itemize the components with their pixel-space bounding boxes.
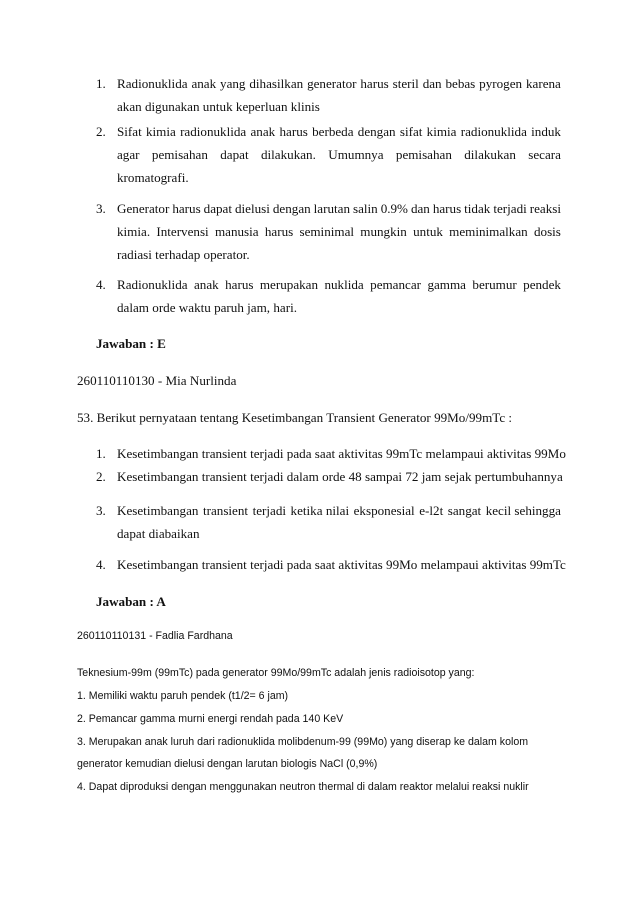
list-number: 1.: [96, 76, 106, 91]
list-item-text: [117, 124, 561, 140]
list-number: 3.: [96, 503, 106, 518]
word: dielusi: [234, 201, 270, 216]
word: pemancar: [370, 277, 422, 292]
word: dengan: [272, 201, 311, 216]
list-number: 4.: [96, 277, 106, 292]
list-item-text: Kesetimbangan transient terjadi dalam orde 48 sampai 72 jam sejak pertumbuhannya: [117, 469, 563, 484]
word: generator: [307, 76, 357, 91]
word: berumur: [472, 277, 517, 292]
word: dan: [422, 76, 442, 91]
word: e-l2t: [419, 503, 444, 518]
word: harus: [279, 124, 308, 139]
word: anak: [193, 277, 219, 292]
word: kecil sehingga: [485, 503, 561, 518]
word: untuk: [413, 224, 443, 239]
word: kimia.: [117, 224, 151, 239]
word: radionuklida: [180, 124, 247, 139]
word: terjadi: [252, 503, 287, 518]
list-item-text: Kesetimbangan transient terjadi pada saat aktivitas 99mTc melampaui aktivitas 99Mo: [117, 446, 566, 461]
word: dapat: [203, 201, 233, 216]
word: nuklida: [324, 277, 364, 292]
question-text: 53. Berikut pernyataan tentang Kesetimbangan Transient Generator 99Mo/99mTc :: [77, 410, 513, 425]
word: secara: [528, 147, 561, 162]
word: harus: [225, 277, 254, 292]
word: bebas: [445, 76, 476, 91]
author-line: 260110110131 - Fadlia Fardhana: [77, 630, 233, 642]
list-item-text: 2. Pemancar gamma murni energi rendah pada 140 KeV: [77, 713, 344, 725]
word: terjadi: [493, 201, 527, 216]
list-item-text: dalam orde waktu paruh jam, hari.: [117, 300, 297, 315]
question-text: Teknesium-99m (99mTc) pada generator 99Mo/99mTc adalah jenis radioisotop yang:: [77, 667, 475, 679]
word: karena: [525, 76, 561, 91]
word: kimia: [145, 124, 176, 139]
word: sifat: [399, 124, 423, 139]
list-item-text: [117, 224, 561, 240]
list-item-text: Kesetimbangan transient terjadi pada saat aktivitas 99Mo melampaui aktivitas 99mTc: [117, 557, 566, 572]
word: Umumnya: [328, 147, 384, 162]
list-item-text: kromatografi.: [117, 170, 189, 185]
list-item-text: 4. Dapat diproduksi dengan menggunakan neutron thermal di dalam reaktor melalui reaksi nuklir: [77, 781, 529, 793]
list-item-text: generator kemudian dielusi dengan larutan biologis NaCl (0,9%): [77, 758, 378, 770]
list-item-text: [117, 147, 561, 163]
list-item-text: [117, 201, 561, 217]
word: Radionuklida: [117, 76, 188, 91]
word: dapat: [220, 147, 249, 162]
word: reaksi: [529, 201, 561, 216]
word: gamma: [427, 277, 466, 292]
list-number: 3.: [96, 201, 106, 216]
list-item-text: 1. Memiliki waktu paruh pendek (t1/2= 6 jam): [77, 690, 289, 702]
word: pemisahan: [151, 147, 208, 162]
word: pyrogen: [479, 76, 523, 91]
list-item-text: radiasi terhadap operator.: [117, 247, 250, 262]
word: Sifat: [117, 124, 142, 139]
word: transient: [202, 503, 249, 518]
word: merupakan: [259, 277, 319, 292]
word: harus: [264, 224, 294, 239]
word: mungkin: [360, 224, 407, 239]
word: harus: [432, 201, 462, 216]
word: anak: [250, 124, 276, 139]
word: dilakukan: [464, 147, 516, 162]
word: Generator: [117, 201, 170, 216]
list-item-text: [117, 277, 561, 293]
word: Intervensi: [156, 224, 209, 239]
word: sangat: [447, 503, 482, 518]
word: harus: [172, 201, 201, 216]
word: steril: [392, 76, 419, 91]
word: pendek: [523, 277, 561, 292]
word: meminimalkan: [449, 224, 528, 239]
word: anak: [191, 76, 217, 91]
answer-label: Jawaban : A: [96, 594, 166, 609]
word: berbeda: [312, 124, 354, 139]
list-number: 1.: [96, 446, 106, 461]
list-item-text: [117, 76, 561, 92]
word: Kesetimbangan: [117, 503, 199, 518]
answer-label: Jawaban : E: [96, 336, 166, 351]
list-number: 2.: [96, 469, 106, 484]
word: dilakukan.: [260, 147, 316, 162]
word: salin: [352, 201, 378, 216]
word: dihasilkan: [249, 76, 304, 91]
word: seminimal: [299, 224, 355, 239]
word: larutan: [313, 201, 351, 216]
list-item-text: akan digunakan untuk keperluan klinis: [117, 99, 320, 114]
word: manusia: [214, 224, 259, 239]
word: dengan: [357, 124, 396, 139]
word: eksponesial: [353, 503, 415, 518]
word: tidak: [464, 201, 491, 216]
word: yang: [220, 76, 246, 91]
list-number: 2.: [96, 124, 106, 139]
word: harus: [360, 76, 389, 91]
word: dan: [410, 201, 430, 216]
word: agar: [117, 147, 140, 162]
word: ketika nilai: [290, 503, 350, 518]
list-number: 4.: [96, 557, 106, 572]
list-item-text: 3. Merupakan anak luruh dari radionuklida molibdenum-99 (99Mo) yang diserap ke dalam kolom: [77, 736, 529, 748]
author-line: 260110110130 - Mia Nurlinda: [77, 373, 237, 388]
word: induk: [531, 124, 561, 139]
list-item-text: dapat diabaikan: [117, 526, 200, 541]
word: 0.9%: [380, 201, 408, 216]
word: radionuklida: [460, 124, 527, 139]
word: dosis: [533, 224, 561, 239]
word: pemisahan: [395, 147, 452, 162]
word: kimia: [426, 124, 457, 139]
list-item-text: [117, 503, 561, 519]
word: Radionuklida: [117, 277, 188, 292]
